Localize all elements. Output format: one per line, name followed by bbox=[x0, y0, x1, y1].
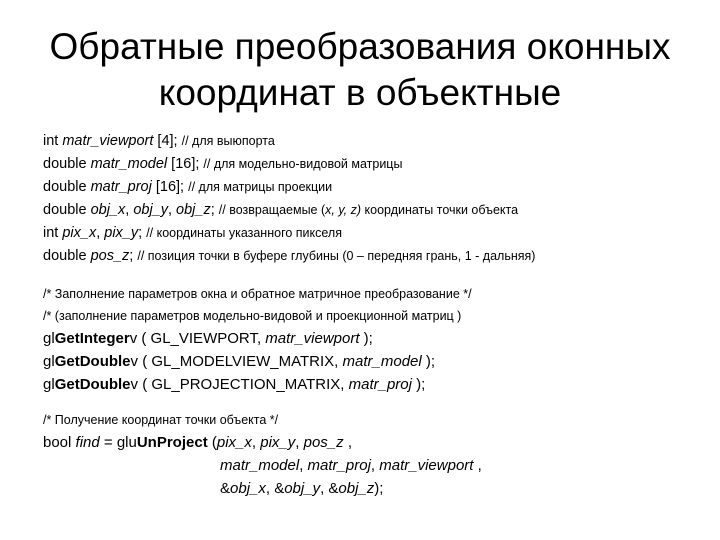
unproject-line-3: &obj_x, &obj_y, &obj_z); bbox=[220, 480, 384, 497]
call-get-double-modelview: glGetDoublev ( GL_MODELVIEW_MATRIX, matr_model ); bbox=[43, 353, 436, 370]
decl-pos: double pos_z; // позиция точки в буфере глубины (0 – передняя грань, 1 - дальняя) bbox=[43, 248, 536, 264]
decl-proj: double matr_proj [16]; // для матрицы проекции bbox=[43, 179, 333, 195]
slide-title bbox=[0, 24, 720, 116]
unproject-line-2: matr_model, matr_proj, matr_viewport , bbox=[220, 457, 482, 474]
decl-obj: double obj_x, obj_y, obj_z; // возвращаемые (x, y, z) координаты точки объекта bbox=[43, 202, 519, 218]
decl-viewport: int matr_viewport [4]; // для выюпорта bbox=[43, 133, 275, 149]
spacer bbox=[43, 396, 703, 409]
block2-comment-1: /* Заполнение параметров окна и обратное матричное преобразование */ bbox=[43, 287, 472, 301]
title-line-1: Обратные преобразования оконных bbox=[49, 26, 671, 67]
title-line-2: координат в объектные bbox=[158, 72, 562, 113]
call-get-double-projection: glGetDoublev ( GL_PROJECTION_MATRIX, matr_proj ); bbox=[43, 376, 426, 393]
call-get-integer-viewport: glGetIntegerv ( GL_VIEWPORT, matr_viewport ); bbox=[43, 330, 373, 347]
block3-comment: /* Получение координат точки объекта */ bbox=[43, 413, 279, 427]
block2-comment-2: /* (заполнение параметров модельно-видовой и проекционной матриц ) bbox=[43, 309, 462, 323]
decl-model: double matr_model [16]; // для модельно-видовой матрицы bbox=[43, 156, 403, 172]
code-block bbox=[43, 130, 703, 500]
unproject-line-1: bool find = gluUnProject (pix_x, pix_y, pos_z , bbox=[43, 434, 352, 451]
spacer bbox=[43, 268, 703, 283]
decl-pix: int pix_x, pix_y; // координаты указанного пикселя bbox=[43, 225, 342, 241]
